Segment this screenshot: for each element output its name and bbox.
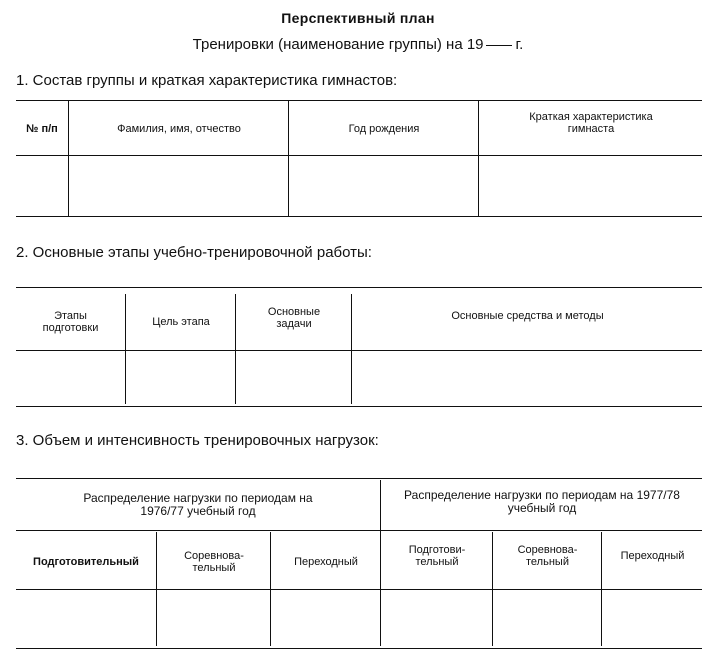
col-characteristic-header: Краткая характеристика гимнаста	[529, 111, 653, 135]
table-2-header-rule	[16, 350, 702, 351]
col-birthyear-header: Год рождения	[348, 123, 420, 135]
table-3-divider	[492, 532, 493, 646]
subtitle-suffix: г.	[515, 36, 524, 53]
group-1976-77-header: Распределение нагрузки по периодам на 1976/77 учебный год	[83, 491, 313, 518]
col-preparatory-2-header: Подготови-тельный	[408, 544, 466, 568]
table-1-divider	[288, 100, 289, 216]
table-1-divider	[68, 100, 69, 216]
table-2-divider	[125, 294, 126, 404]
col-competitive-1-header: Соревнова-тельный	[184, 549, 244, 574]
table-3-bottom-rule	[16, 648, 702, 649]
table-1-header-rule	[16, 155, 702, 156]
col-transition-1-header: Переходный	[294, 555, 358, 568]
col-transition-2-header: Переходный	[620, 550, 685, 562]
table-2-divider	[351, 294, 352, 404]
section-3-title: 3. Объем и интенсивность тренировочных нагрузок:	[16, 432, 379, 449]
table-1-divider	[478, 100, 479, 216]
year-blank	[486, 45, 512, 46]
table-1-top-rule	[16, 100, 702, 101]
table-3-top-rule	[16, 478, 702, 479]
col-number-header: № п/п	[26, 123, 58, 135]
col-competitive-2-header: Соревнова-тельный	[517, 544, 578, 568]
table-3-group-rule	[16, 530, 702, 531]
section-2-title: 2. Основные этапы учебно-тренировочной работы:	[16, 244, 372, 261]
table-3-divider	[270, 532, 271, 646]
table-2-divider	[235, 294, 236, 404]
col-stages-header: Этапы подготовки	[42, 310, 99, 334]
table-1-bottom-rule	[16, 216, 702, 217]
col-tasks-header: Основные задачи	[267, 306, 321, 330]
table-3-header-rule	[16, 589, 702, 590]
table-3-group-divider	[380, 480, 381, 646]
page-title: Перспективный план	[281, 10, 435, 26]
col-goal-header: Цель этапа	[152, 316, 210, 328]
col-methods-header: Основные средства и методы	[451, 310, 604, 322]
table-3-divider	[156, 532, 157, 646]
page-subtitle	[0, 36, 716, 53]
table-2-bottom-rule	[16, 406, 702, 407]
table-3-divider	[601, 532, 602, 646]
group-1977-78-header: Распределение нагрузки по периодам на 1977/78 учебный год	[404, 488, 680, 515]
table-2-top-rule	[16, 287, 702, 288]
section-1-title: 1. Состав группы и краткая характеристика гимнастов:	[16, 72, 398, 89]
col-fullname-header: Фамилия, имя, отчество	[117, 123, 241, 135]
col-preparatory-1-header: Подготовительный	[33, 555, 139, 568]
subtitle-prefix: Тренировки (наименование группы) на 19	[192, 36, 484, 53]
